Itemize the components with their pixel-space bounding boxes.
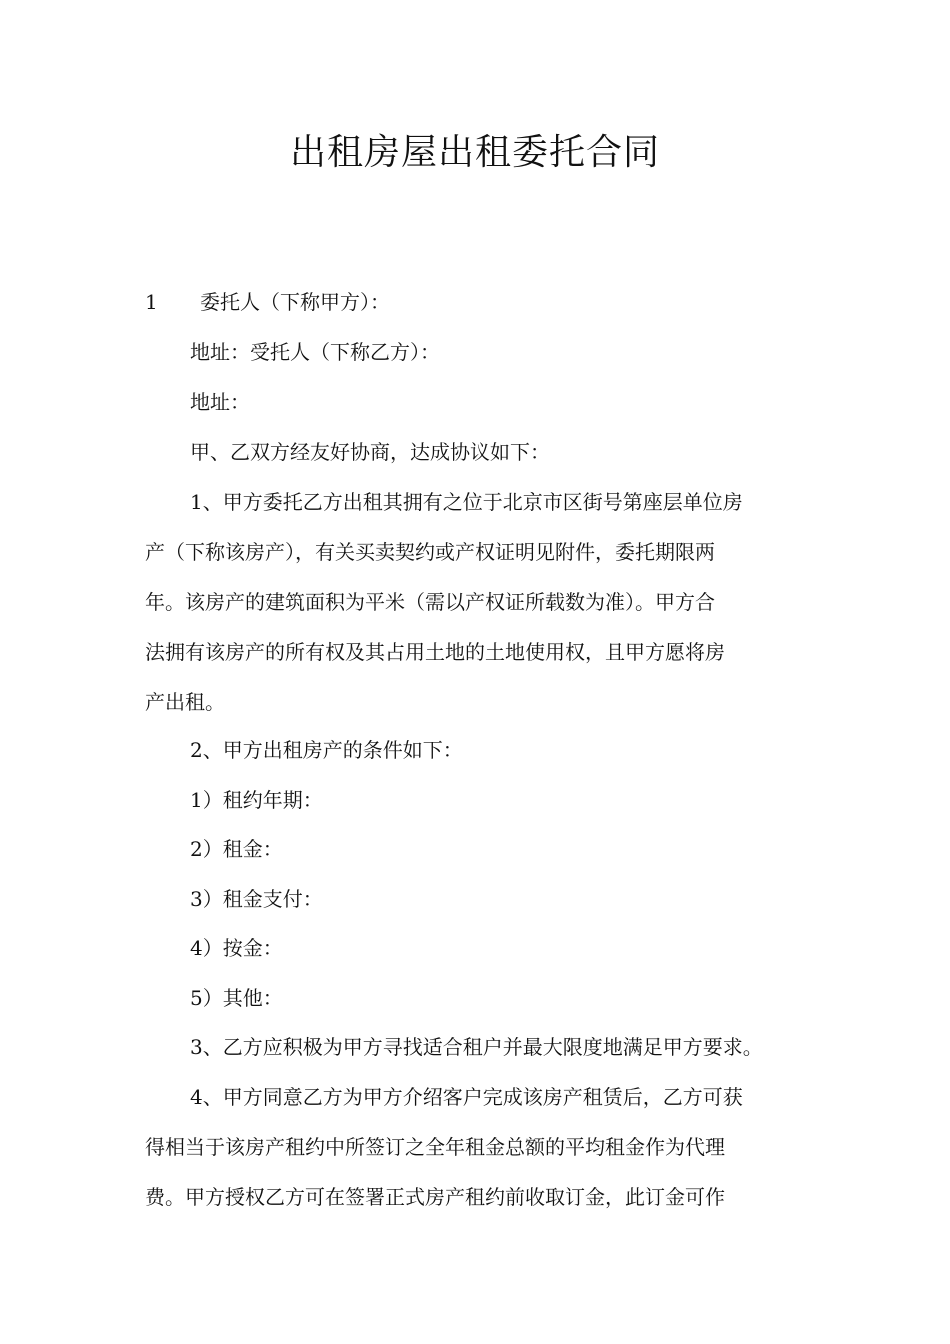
condition-item: 4）按金： xyxy=(190,936,283,960)
clause2-line: 2、甲方出租房产的条件如下： xyxy=(190,738,463,762)
clause1-line: 法拥有该房产的所有权及其占用土地的土地使用权，且甲方愿将房 xyxy=(145,640,725,664)
condition-item: 1）租约年期： xyxy=(190,788,323,812)
clause1-line: 1、甲方委托乙方出租其拥有之位于北京市区街号第座层单位房 xyxy=(190,490,743,514)
clause1-paragraph xyxy=(145,477,810,727)
condition-item: 5）其他： xyxy=(190,986,283,1010)
document-title: 出租房屋出租委托合同 xyxy=(289,132,660,173)
address-line-2: 地址： xyxy=(190,390,250,414)
intro-line: 甲、乙双方经友好协商，达成协议如下： xyxy=(190,440,550,464)
clause3-line: 3、乙方应积极为甲方寻找适合租户并最大限度地满足甲方要求。 xyxy=(190,1035,763,1059)
clause4-line: 费。甲方授权乙方可在签署正式房产租约前收取订金，此订金可作 xyxy=(145,1185,725,1209)
item1-number: 1 xyxy=(145,290,158,314)
condition-item: 3）租金支付： xyxy=(190,887,323,911)
clause1-line: 产出租。 xyxy=(145,690,225,714)
item1-text: 委托人（下称甲方）： xyxy=(200,290,390,314)
clause4-line: 得相当于该房产租约中所签订之全年租金总额的平均租金作为代理 xyxy=(145,1135,725,1159)
clause1-line: 年。该房产的建筑面积为平米（需以产权证所载数为准）。甲方合 xyxy=(145,590,715,614)
clause4-line: 4、甲方同意乙方为甲方介绍客户完成该房产租赁后，乙方可获 xyxy=(190,1085,743,1109)
clause1-line: 产（下称该房产），有关买卖契约或产权证明见附件，委托期限两 xyxy=(145,540,715,564)
clause4-paragraph xyxy=(145,1072,810,1222)
item1-line xyxy=(145,287,390,317)
address-line-1: 地址：受托人（下称乙方）： xyxy=(190,340,440,364)
condition-item: 2）租金： xyxy=(190,837,283,861)
